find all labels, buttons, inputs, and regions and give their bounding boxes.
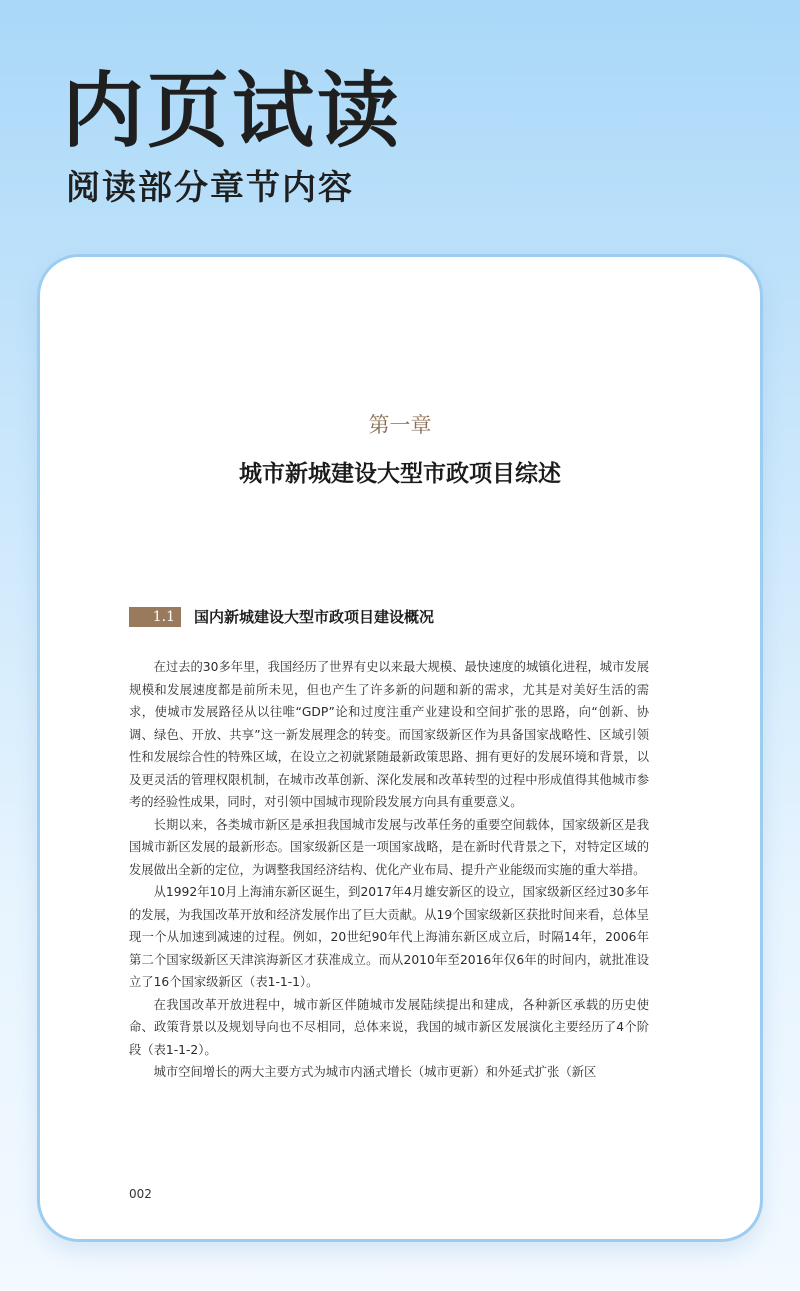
- section-title: 国内新城建设大型市政项目建设概况: [194, 608, 435, 626]
- paragraph: 长期以来，各类城市新区是承担我国城市发展与改革任务的重要空间载体，国家级新区是我国城市新区发展的最新形态。国家级新区是一项国家战略，是在新时代背景之下，对特定区域的发展做出全新的定位，为调整我国经济结构、优化产业布局、提升产业能级而实施的重大举措。: [129, 817, 649, 877]
- chapter-label: 第一章: [368, 413, 432, 437]
- page-heading: 内页试读: [62, 64, 403, 159]
- page-number: 002: [129, 1187, 152, 1201]
- chapter-title: 城市新城建设大型市政项目综述: [239, 460, 561, 487]
- paragraph: 在过去的30多年里，我国经历了世界有史以来最大规模、最快速度的城镇化进程，城市发展规模和发展速度都是前所未见，但也产生了许多新的问题和新的需求，尤其是对美好生活的需求，使城市发展路径从以往唯“GDP”论和过度注重产业建设和空间扩张的思路，向“创新、协调、绿色、开放、共享”这一新发展理念的转变。而国家级新区作为具备国家战略性、区域引领性和发展综合性的特殊区域，在设立之初就紧随最新政策思路、拥有更好的发展环境和背景，以及更灵活的管理权限机制，在城市改革创新、深化发展和改革转型的过程中形成值得其他城市参考的经验性成果，同时，对引领中国城市现阶段发展方向具有重要意义。: [129, 660, 649, 809]
- paragraph: 城市空间增长的两大主要方式为城市内涵式增长（城市更新）和外延式扩张（新区: [153, 1065, 597, 1079]
- book-page-card: [37, 254, 763, 1242]
- paragraph: 从1992年10月上海浦东新区诞生，到2017年4月雄安新区的设立，国家级新区经过30多年的发展，为我国改革开放和经济发展作出了巨大贡献。从19个国家级新区获批时间来看，总体呈现一个从加速到减速的过程。例如，20世纪90年代上海浦东新区成立后，时隔14年，2006年第二个国家级新区天津滨海新区才获准成立。而从2010年至2016年仅6年的时间内，就批准设立了16个国家级新区（表1-1-1）。: [129, 885, 649, 989]
- paragraph: 在我国改革开放进程中，城市新区伴随城市发展陆续提出和建成，各种新区承载的历史使命、政策背景以及规划导向也不尽相同，总体来说，我国的城市新区发展演化主要经历了4个阶段（表1-1-2）。: [129, 997, 649, 1057]
- body-text: [129, 656, 649, 1084]
- section-heading: [129, 606, 434, 628]
- section-number-badge: 1.1: [129, 607, 181, 627]
- page-subheading: 阅读部分章节内容: [66, 168, 354, 208]
